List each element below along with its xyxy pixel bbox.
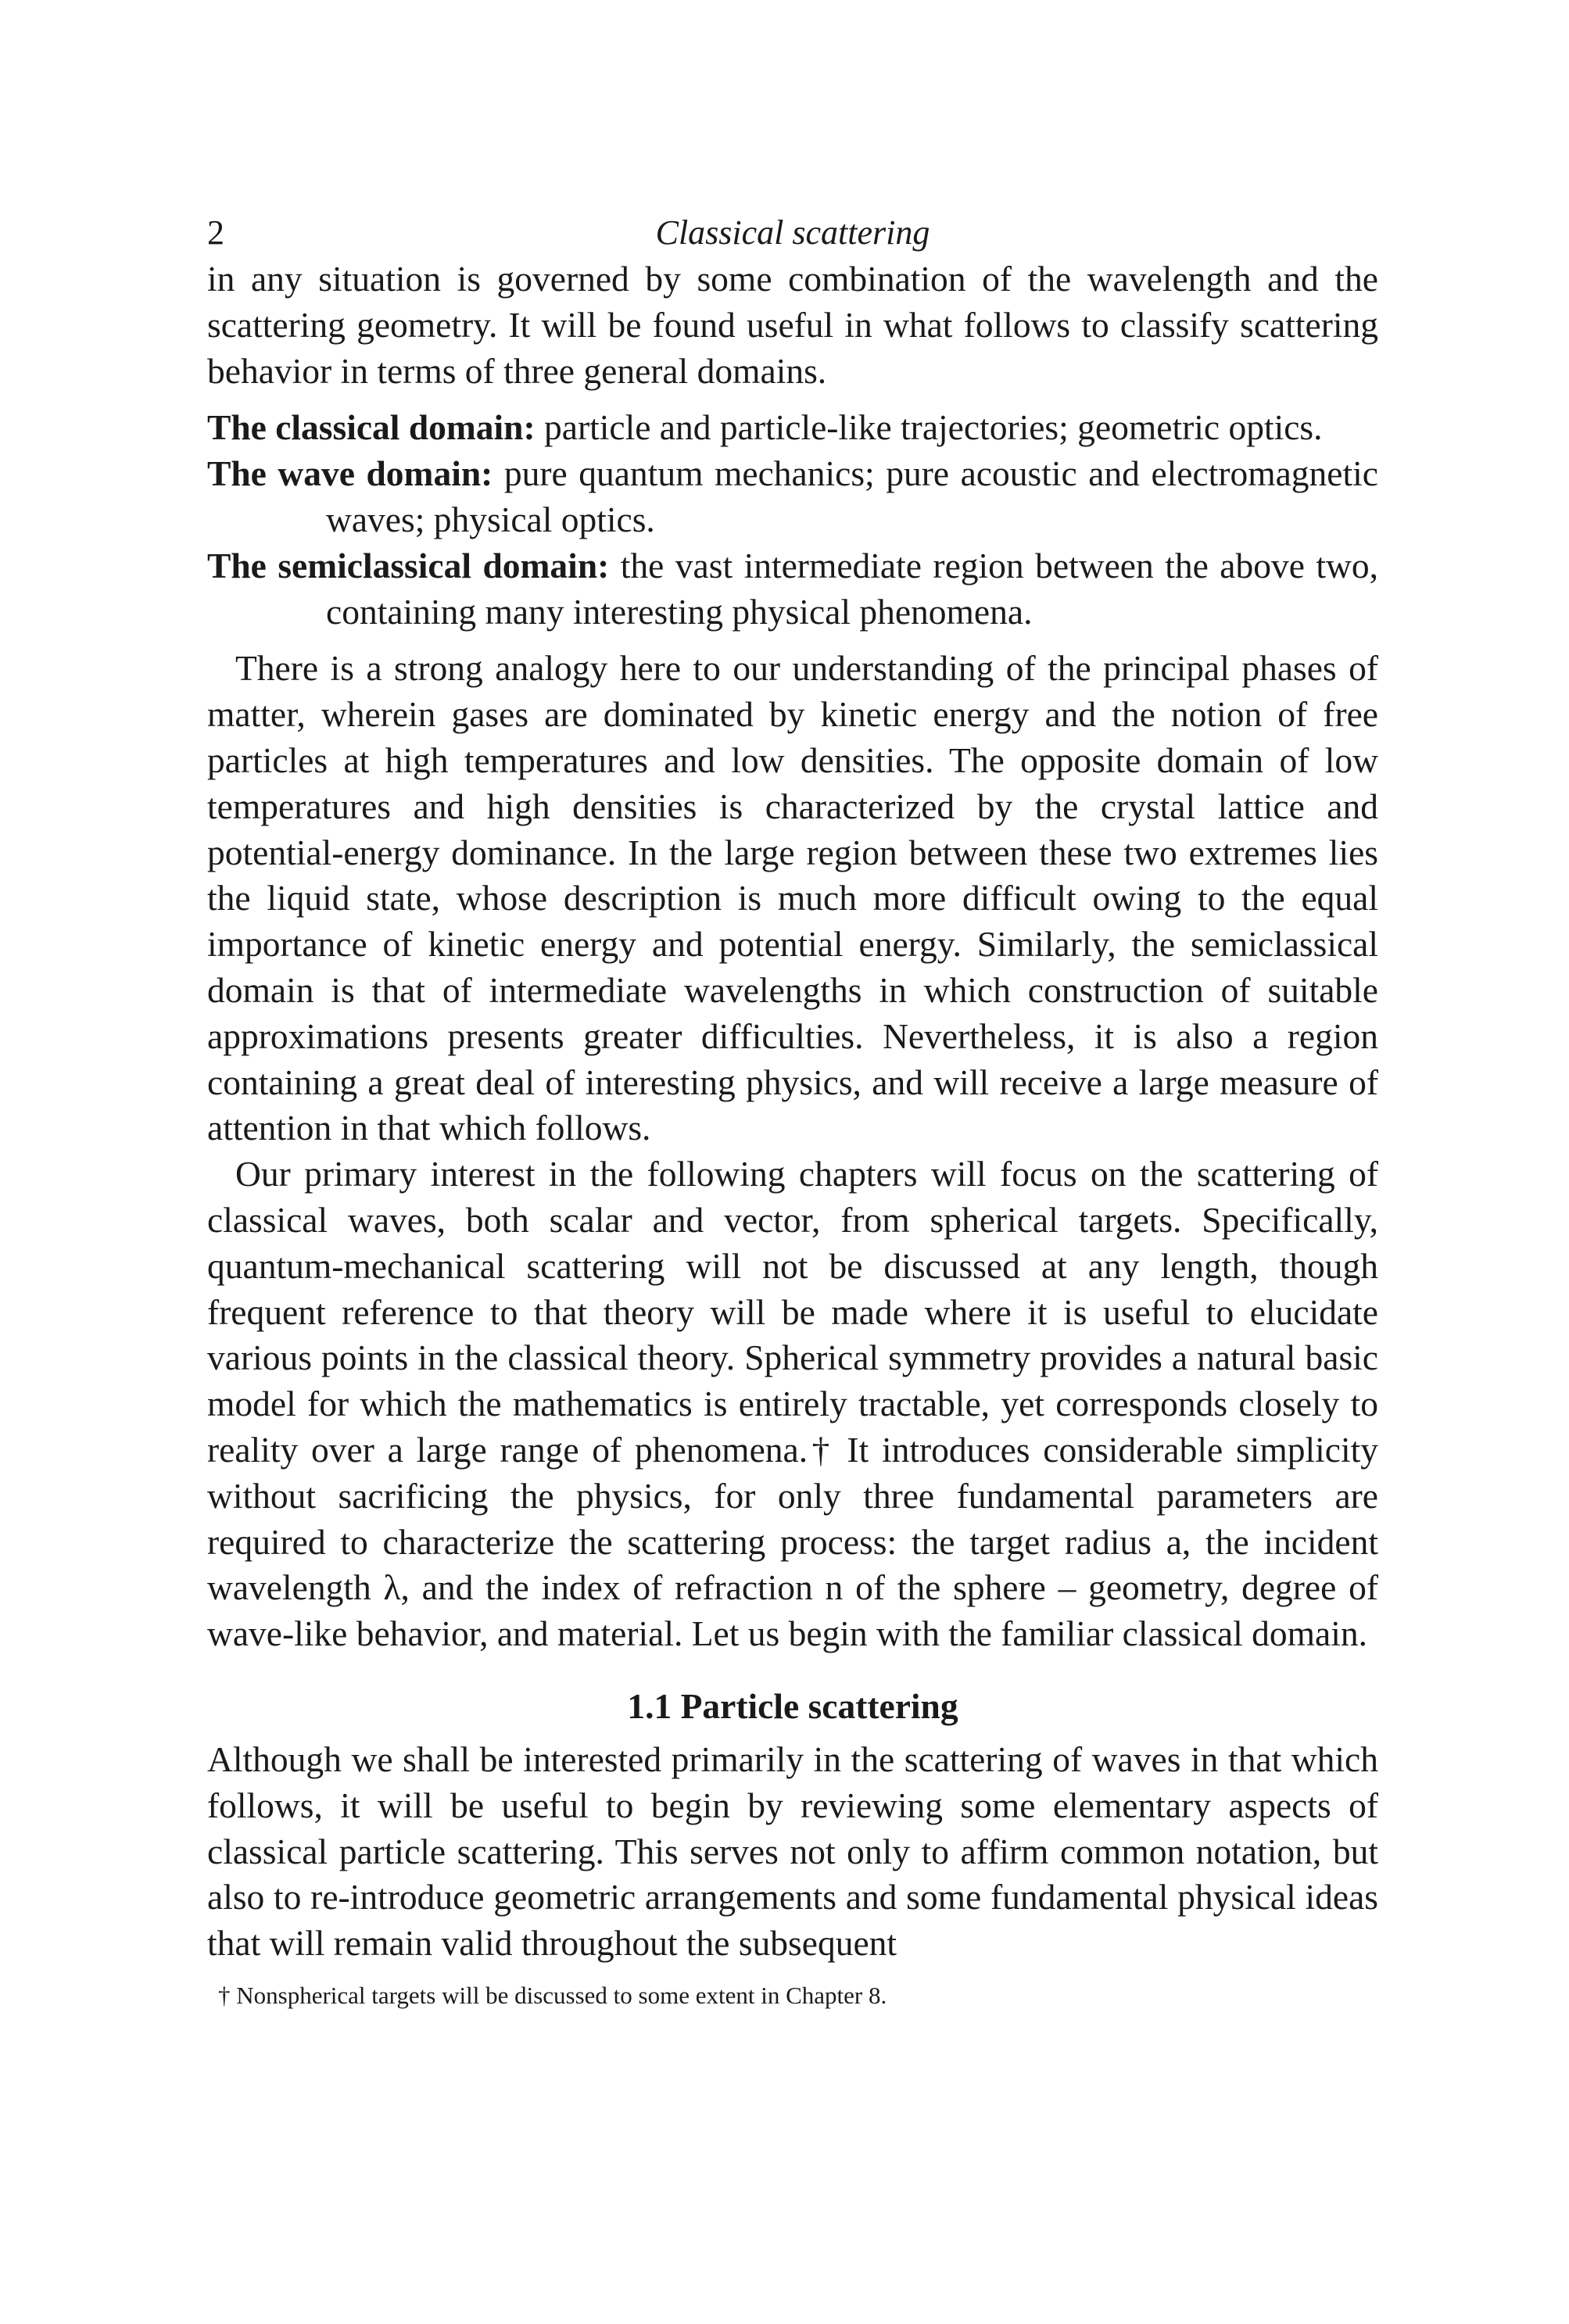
body-text: [207, 256, 1378, 2012]
domain-description: pure quantum mechanics; pure acoustic and electromagnetic waves; physical optics.: [326, 453, 1378, 539]
section-paragraph: Although we shall be interested primarily in the scattering of waves in that which follows, it will be useful to begin by reviewing some elementary aspects of classical particle scattering. This serves not only to affirm common notation, but also to re-introduce geometric arrangements and some fundamental physical ideas that will remain valid throughout the subsequent: [207, 1739, 1378, 1964]
domain-description: particle and particle-like trajectories; geometric optics.: [535, 407, 1323, 448]
book-page: [207, 209, 1378, 2012]
domain-semiclassical: [207, 543, 1378, 636]
chapter-title: Classical scattering: [655, 213, 930, 252]
footnote: † Nonspherical targets will be discussed to some extent in Chapter 8.: [218, 1981, 887, 2009]
domain-term: The classical domain:: [207, 407, 536, 448]
paragraph-primary-interest: Our primary interest in the following chapters will focus on the scattering of classical waves, both scalar and vector, from spherical targets. Specifically, quantum-mechanical scattering will not be discussed at any length, though frequent reference to that theory will be made where it is useful to elucidate various points in the classical theory. Spherical symmetry provides a natural basic model for which the mathematics is entirely tractable, yet corresponds closely to reality over a large range of phenomena.† It introduces considerable simplicity without sacrificing the physics, for only three fundamental parameters are required to characterize the scattering process: the target radius a, the incident wavelength λ, and the index of refraction n of the sphere – geometry, degree of wave-like behavior, and material. Let us begin with the familiar classical domain.: [207, 1154, 1378, 1654]
paragraph-phases-analogy: There is a strong analogy here to our understanding of the principal phases of matter, wherein gases are dominated by kinetic energy and the notion of free particles at high temperatures and low densities. The opposite domain of low temperatures and high densities is characterized by the crystal lattice and potential-energy dominance. In the large region between these two extremes lies the liquid state, whose description is much more difficult owing to the equal importance of kinetic energy and potential energy. Similarly, the semiclassical domain is that of intermediate wavelengths in which construction of suitable approximations presents greater difficulties. Nevertheless, it is also a region containing a great deal of interesting physics, and will receive a large measure of attention in that which follows.: [207, 648, 1378, 1148]
page-number: 2: [207, 213, 224, 252]
running-head: [207, 209, 1378, 256]
domain-list: [207, 405, 1378, 635]
domain-description: the vast intermediate region between the above two, containing many interesting physical phenomena.: [326, 545, 1378, 632]
domain-wave: [207, 451, 1378, 543]
domain-term: The wave domain:: [207, 453, 493, 494]
intro-paragraph: in any situation is governed by some combination of the wavelength and the scattering geometry. It will be found useful in what follows to classify scattering behavior in terms of three general domains.: [207, 259, 1378, 391]
domain-term: The semiclassical domain:: [207, 545, 610, 585]
section-heading: 1.1 Particle scattering: [627, 1685, 958, 1726]
domain-classical: [207, 405, 1378, 451]
